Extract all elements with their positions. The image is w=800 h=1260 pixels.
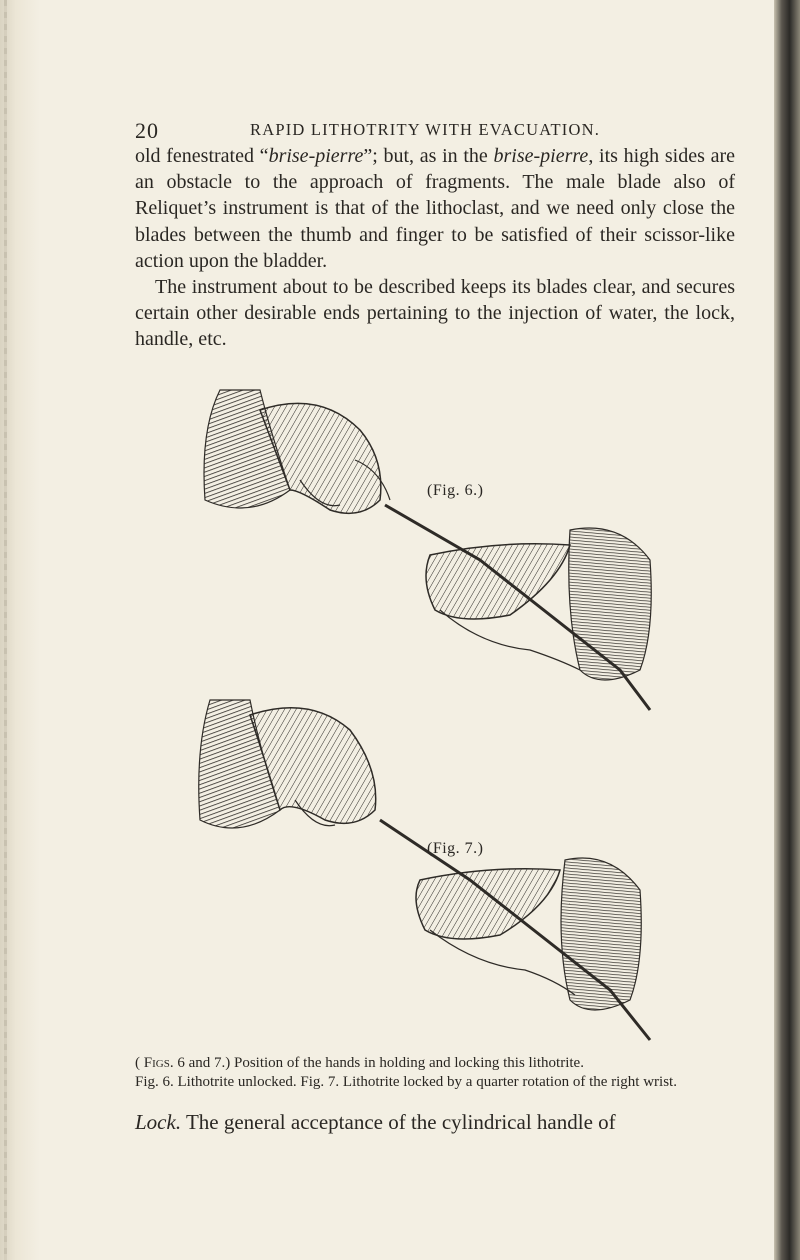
fig6-right-hand <box>426 528 651 680</box>
lithotrite-illustration <box>180 370 700 1050</box>
page-right-edge <box>774 0 800 1260</box>
section-lead-lock: Lock. <box>135 1110 182 1134</box>
fig7-left-hand <box>199 700 376 828</box>
fig6-left-hand <box>204 390 390 513</box>
caption-line-1: ( Figs. 6 and 7.) Position of the hands in holding and locking this lithotrite. <box>135 1055 584 1071</box>
running-head: RAPID LITHOTRITY WITH EVACUATION. <box>250 120 601 139</box>
paragraph-1: old fenestrated “brise-pierre”; but, as in the brise-pierre, its high sides are an obstacle to the approach of fragments. The male blade also of Reliquet’s instrument is that of the lithoclast, and we need only close the blades between the thumb and finger to be satisfied of their scissor-like action upon the bladder. <box>135 145 735 272</box>
hands-holding-lithotrite-drawing <box>180 370 700 1050</box>
fig7-label: (Fig. 7.) <box>427 840 484 857</box>
caption-line-2: Fig. 6. Lithotrite unlocked. Fig. 7. Lithotrite locked by a quarter rotation of the right wrist. <box>135 1074 677 1090</box>
paragraph-2: The instrument about to be described keeps its blades clear, and secures certain other desirable ends pertaining to the injection of water, the lock, handle, etc. <box>135 276 735 351</box>
body-text <box>135 143 735 353</box>
fig6-label: (Fig. 6.) <box>427 482 484 499</box>
page-number: 20 <box>135 118 159 143</box>
continuation-line: Lock. The general acceptance of the cylindrical handle of <box>135 1110 616 1134</box>
term-brise-pierre: brise-pierre <box>268 145 364 167</box>
term-brise-pierre: brise-pierre <box>493 145 589 167</box>
figure-caption <box>135 1054 735 1092</box>
page-binding-edge <box>0 0 40 1260</box>
fig7-right-hand <box>416 858 641 1010</box>
